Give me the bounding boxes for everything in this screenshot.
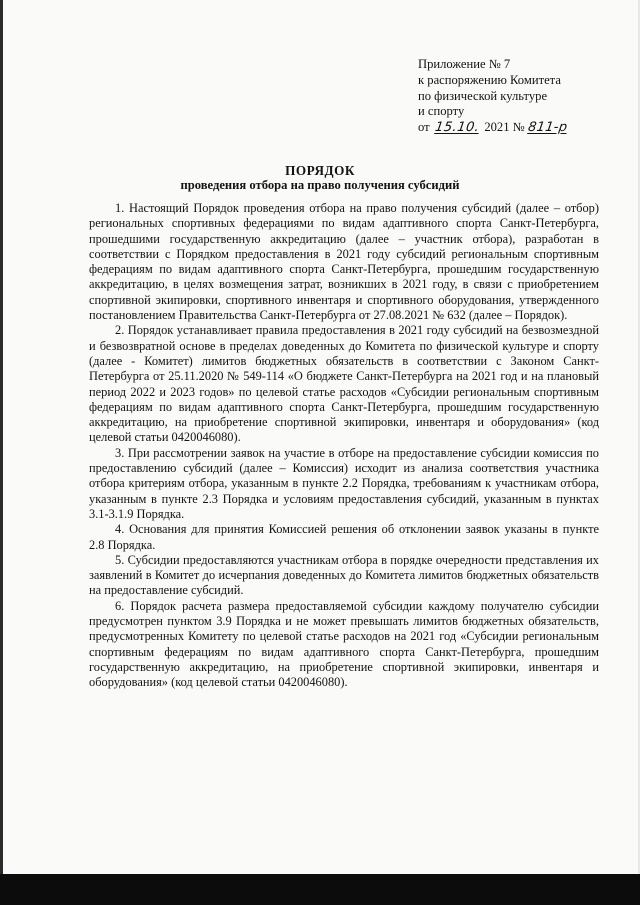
paragraph-4: 4. Основания для принятия Комиссией решения об отклонении заявок указаны в пункте 2.8 Порядка. [89, 522, 599, 552]
scan-bottom-edge [0, 874, 640, 905]
appendix-line-1: Приложение № 7 [418, 57, 511, 71]
document-body [89, 201, 599, 691]
appendix-block [418, 57, 618, 136]
appendix-line-3: по физической культуре [418, 88, 548, 103]
paragraph-6: 6. Порядок расчета размера предоставляемой субсидии каждому получателю субсидии предусмотрен пунктом 3.9 Порядка и не может превышать лимитов бюджетных обязательств, предусмотренных Комитету по целевой статье расходов на 2021 год «Субсидии региональным спортивным федерациям по видам адаптивного спорта Санкт-Петербурга, прошедшим государственную аккредитацию, на приобретение спортивной экипировки, инвентаря и оборудования» (код целевой статьи 0420046080). [89, 598, 599, 690]
paragraph-3: 3. При рассмотрении заявок на участие в отборе на предоставление субсидии комиссия по предоставлению субсидий (далее – Комиссия) исходит из анализа соответствия участника отбора критериям отбора, указанным в пункте 2.2 Порядка, требованиям к участникам отбора, указанным в пункте 2.3 Порядка и условиям предоставления субсидий, указанным в пунктах 3.1-3.1.9 Порядка. [89, 445, 599, 521]
paragraph-1: 1. Настоящий Порядок проведения отбора на право получения субсидий (далее – отбор) региональных спортивных федерациями по видам адаптивного спорта Санкт-Петербурга, прошедшими государственную аккредитацию (далее – участник отбора), разработан в соответствии с Порядком предоставления в 2021 году субсидий региональным спортивным федерациям по видам адаптивного спорта Санкт-Петербурга, прошедшим государственную аккредитацию, в целях возмещения затрат, возникших в 2021 году, в связи с приобретением спортивной экипировки, спортивного инвентаря и спортивного оборудования, утвержденного постановлением Правительства Санкт-Петербурга от 27.08.2021 № 632 (далее – Порядок). [89, 201, 599, 323]
year-and-number-sign: 2021 № [484, 120, 525, 135]
paragraph-2: 2. Порядок устанавливает правила предоставления в 2021 году субсидий на безвозмездной и безвозвратной основе в пределах доведенных до Комитета по физической культуре и спорту (далее - Комитет) лимитов бюджетных обязательств в соответствии с Законом Санкт-Петербурга от 25.11.2020 № 549-114 «О бюджете Санкт-Петербурга на 2021 год и на плановый период 2022 и 2023 годов» по целевой статье расходов «Субсидии региональным спортивным федерациям по видам адаптивного спорта Санкт-Петербурга, прошедшим государственную аккредитацию, на приобретение спортивной экипировки, инвентаря и оборудования» (код целевой статьи 0420046080). [89, 323, 599, 445]
handwritten-date: 15.10. [433, 120, 481, 136]
appendix-date-line [418, 120, 618, 136]
date-prefix: от [418, 120, 430, 135]
appendix-line-2: к распоряжению Комитета [418, 72, 561, 87]
document-title: ПОРЯДОК [285, 163, 355, 178]
paragraph-5: 5. Субсидии предоставляются участникам отбора в порядке очередности представления их заявлений в Комитет до исчерпания доведенных до Комитета лимитов бюджетных обязательств на предоставление субсидий. [89, 552, 599, 598]
handwritten-number: 811-р [526, 120, 569, 136]
appendix-line-4: и спорту [418, 104, 465, 119]
scan-left-edge [0, 0, 3, 905]
document-subtitle: проведения отбора на право получения субсидий [180, 178, 460, 192]
